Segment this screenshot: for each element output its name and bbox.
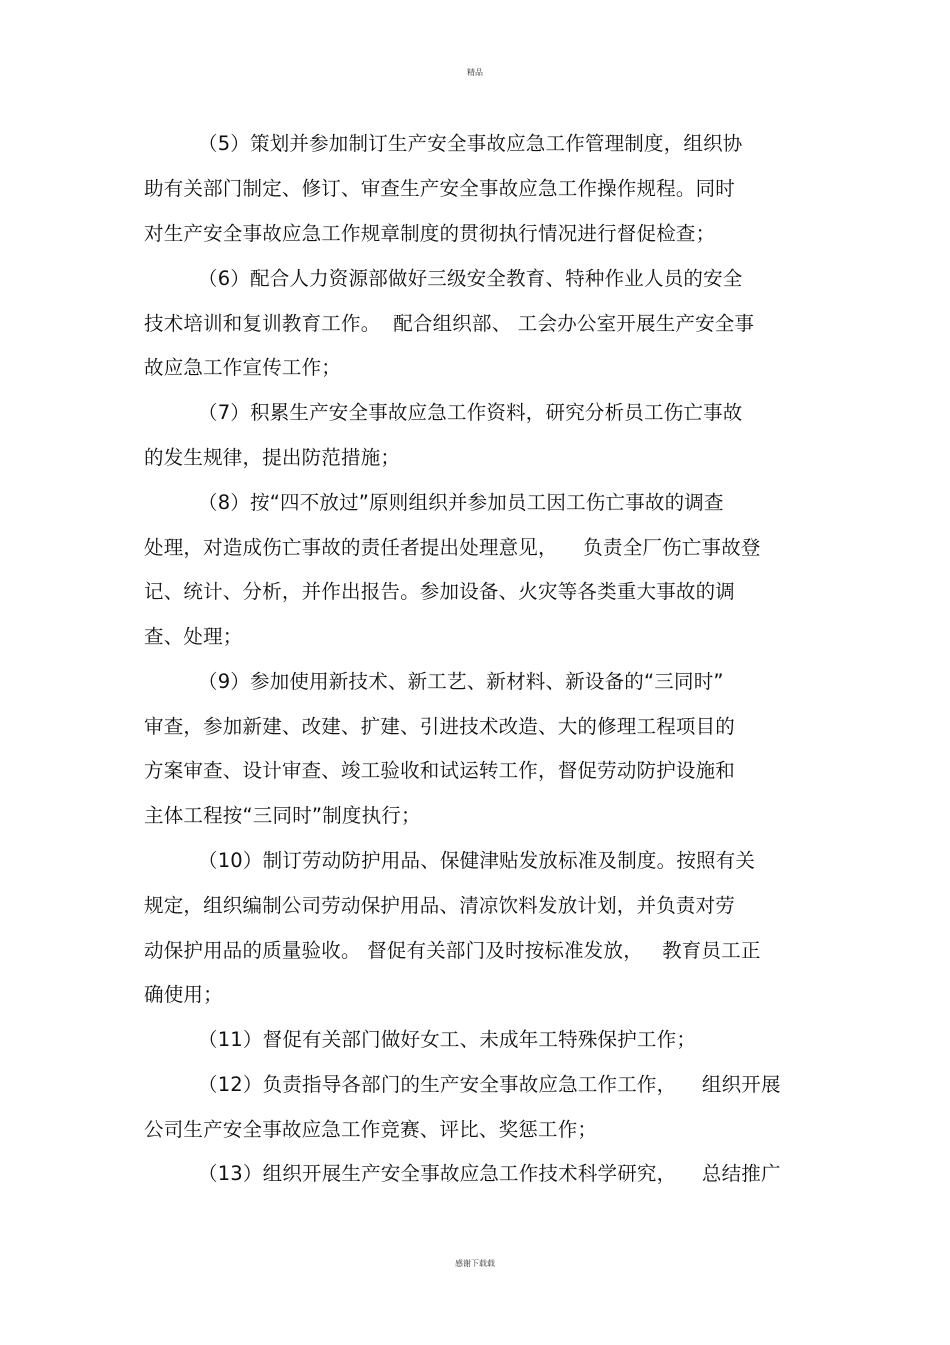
text-line: （11）督促有关部门做好女工、未成年工特殊保护工作； (198, 1028, 697, 1051)
text-line: （7）积累生产安全事故应急工作资料，研究分析员工伤亡事故 (198, 401, 743, 424)
text-line: 公司生产安全事故应急工作竞赛、评比、奖惩工作； (144, 1118, 598, 1141)
text-line: 方案审查、设计审查、竣工验收和试运转工作，督促劳动防护设施和 (144, 759, 736, 782)
text-line: 对生产安全事故应急工作规章制度的贯彻执行情况进行督促检查； (144, 222, 716, 245)
text-line: 的发生规律，提出防范措施； (144, 446, 401, 469)
page-header: 精品 (467, 68, 483, 77)
text-line: 动保护用品的质量验收。 督促有关部门及时按标准发放， 教育员工正 (144, 939, 761, 962)
text-line: （5）策划并参加制订生产安全事故应急工作管理制度，组织协 (198, 132, 743, 155)
text-line: 助有关部门制定、修订、审查生产安全事故应急工作操作规程。同时 (144, 177, 736, 200)
text-line: 确使用； (144, 983, 223, 1006)
text-line: 技术培训和复训教育工作。 配合组织部、 工会办公室开展生产安全事 (144, 312, 755, 335)
text-line: 故应急工作宣传工作； (144, 356, 342, 379)
text-line: 审查，参加新建、改建、扩建、引进技术改造、大的修理工程项目的 (144, 715, 736, 738)
text-line: 处理，对造成伤亡事故的责任者提出处理意见， 负责全厂伤亡事故登 (144, 536, 761, 559)
page-footer: 感谢下载载 (455, 1259, 495, 1268)
text-line: （9）参加使用新技术、新工艺、新材料、新设备的“三同时” (198, 670, 724, 693)
text-line: （6）配合人力资源部做好三级安全教育、特种作业人员的安全 (198, 267, 743, 290)
text-line: （13）组织开展生产安全事故应急工作技术科学研究， 总结推广 (198, 1162, 781, 1185)
text-line: 记、统计、分析，并作出报告。参加设备、火灾等各类重大事故的调 (144, 580, 736, 603)
text-line: 主体工程按“三同时”制度执行； (144, 804, 421, 827)
text-line: （12）负责指导各部门的生产安全事故应急工作工作， 组织开展 (198, 1073, 781, 1096)
text-line: 查、处理； (144, 625, 243, 648)
text-line: （10）制订劳动防护用品、保健津贴发放标准及制度。按照有关 (198, 849, 756, 872)
text-line: （8）按“四不放过”原则组织并参加员工因工伤亡事故的调查 (198, 491, 724, 514)
text-line: 规定，组织编制公司劳动保护用品、清凉饮料发放计划，并负责对劳 (144, 894, 736, 917)
